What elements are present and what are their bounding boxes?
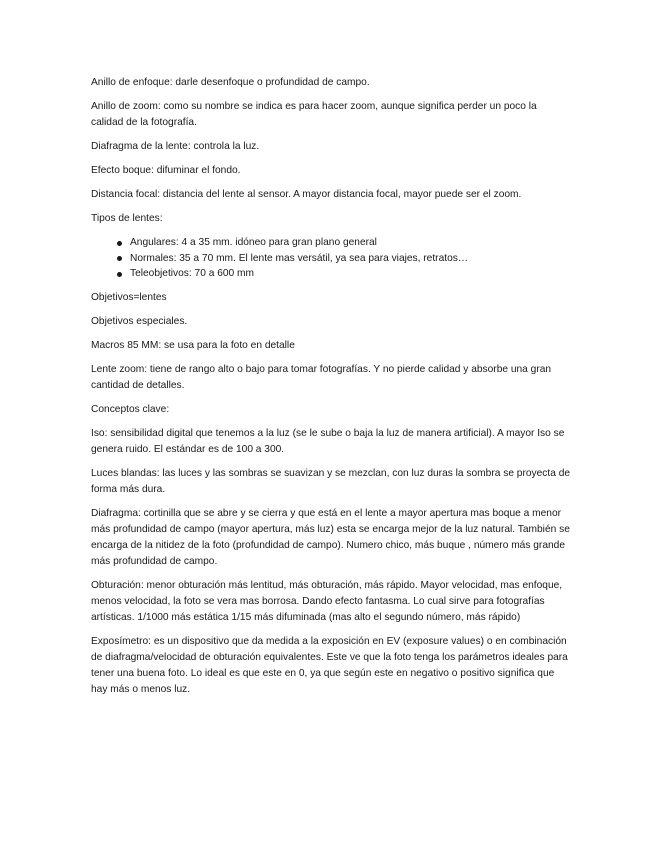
paragraph-obturacion: Obturación: menor obturación más lentitud, más obturación, más rápido. Mayor velocidad, mas enfoque, menos velocidad, la foto se vera mas borrosa. Dando efecto fantasma. Lo cual sirve para fotografías artísticas. 1/1000 más estática 1/15 más difuminada (mas alto el segundo número, más rápido): [91, 579, 563, 623]
paragraph-efecto-boque: Efecto boque: difuminar el fondo.: [91, 165, 241, 176]
paragraph-macros: Macros 85 MM: se usa para la foto en detalle: [91, 339, 295, 351]
paragraph-objetivos-especiales: Objetivos especiales.: [91, 315, 188, 327]
paragraph-diafragma-lente: Diafragma de la lente: controla la luz.: [91, 141, 260, 152]
paragraph-distancia-focal: Distancia focal: distancia del lente al sensor. A mayor distancia focal, mayor puede ser el zoom.: [91, 189, 522, 200]
paragraph-luces-blandas: Luces blandas: las luces y las sombras se suavizan y se mezclan, con luz duras la sombra se proyecta de forma más dura.: [91, 467, 571, 495]
paragraph-iso: Iso: sensibilidad digital que tenemos a la luz (se le sube o baja la luz de manera artificial). A mayor Iso se genera ruido. El estándar es de 100 a 300.: [91, 427, 565, 455]
paragraph-diafragma: Diafragma: cortinilla que se abre y se cierra y que está en el lente a mayor apertura mas boque a menor más profundidad de campo (mayor apertura, más luz) esta se encarga mejor de la luz natural. También se encarga de la nitidez de la foto (profundidad de campo). Numero chico, más buque , número más grande más profundidad de campo.: [91, 507, 570, 567]
bullet-icon: [117, 241, 122, 246]
list-item-text: Angulares: 4 a 35 mm. idóneo para gran plano general: [130, 237, 377, 248]
paragraph-exposimetro: Exposímetro: es un dispositivo que da medida a la exposición en EV (exposure values) o en combinación de diafragma/velocidad de obturación equivalentes. Este ve que la foto tenga los parámetros ideales para tener una buena foto. Lo ideal es que este en 0, ya que según este en negativo o positivo significa que hay más o menos luz.: [91, 635, 568, 695]
lens-types-list: [91, 235, 571, 282]
paragraph-objetivos-lentes: Objetivos=lentes: [91, 291, 167, 303]
paragraph-lente-zoom: Lente zoom: tiene de rango alto o bajo para tomar fotografías. Y no pierde calidad y absorbe una gran cantidad de detalles.: [91, 363, 552, 391]
heading-conceptos-clave: Conceptos clave:: [91, 403, 170, 415]
list-item: [91, 251, 571, 267]
list-item: [91, 235, 571, 251]
paragraph-anillo-zoom: Anillo de zoom: como su nombre se indica es para hacer zoom, aunque significa perder un poco la calidad de la fotografía.: [91, 101, 537, 128]
bullet-icon: [117, 272, 122, 277]
list-item-text: Normales: 35 a 70 mm. El lente mas versátil, ya sea para viajes, retratos…: [130, 252, 469, 264]
heading-tipos-de-lentes: Tipos de lentes:: [91, 213, 163, 224]
bullet-icon: [117, 256, 122, 261]
paragraph-anillo-enfoque: Anillo de enfoque: darle desenfoque o profundidad de campo.: [91, 77, 370, 88]
document-body: [91, 75, 571, 706]
list-item-text: Teleobjetivos: 70 a 600 mm: [130, 268, 255, 279]
list-item: [91, 266, 571, 282]
